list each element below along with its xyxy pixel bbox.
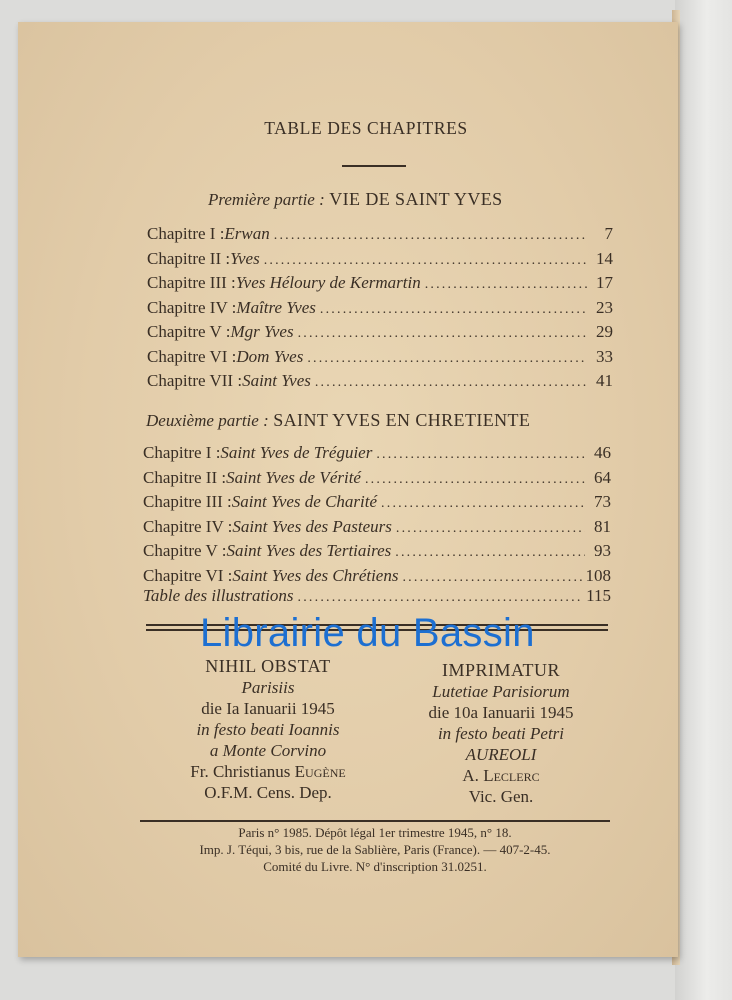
chapter-page-number: 17	[596, 273, 613, 292]
toc-entry	[147, 224, 613, 244]
nihil-obstat-heading: NIHIL OBSTAT	[205, 656, 331, 676]
chapter-label: Chapitre III :	[143, 492, 232, 511]
chapter-page-number: 29	[596, 322, 613, 341]
chapter-page-number: 81	[594, 516, 611, 536]
toc-entry	[143, 468, 611, 488]
nihil-obstat-block	[158, 656, 378, 803]
leader-dots	[274, 228, 587, 244]
chapter-page-number: 33	[596, 346, 613, 366]
footer-line2: Imp. J. Téqui, 3 bis, rue de la Sablière, Paris (France). — 407-2-45.	[199, 842, 551, 857]
chapter-page-number: 46	[594, 443, 611, 462]
leader-dots	[307, 351, 587, 367]
toc-entry	[143, 492, 611, 512]
book-page	[18, 22, 678, 957]
part2-heading	[146, 410, 530, 431]
chapter-label: Chapitre IV :	[147, 297, 237, 317]
leader-dots	[425, 277, 587, 293]
leader-dots	[381, 496, 585, 512]
chapter-label: Chapitre III :	[147, 273, 236, 292]
leader-dots	[315, 375, 587, 391]
chapter-page-number: 108	[585, 565, 611, 585]
chapter-page-number: 64	[594, 467, 611, 487]
chapter-page-number: 23	[596, 297, 613, 317]
toc-entry	[143, 566, 611, 586]
toc-entry	[147, 347, 613, 367]
page-title: TABLE DES CHAPITRES	[264, 118, 468, 138]
chapter-page-number: 7	[604, 224, 613, 243]
part1-name: VIE DE SAINT YVES	[329, 189, 503, 209]
chapter-title: Saint Yves	[242, 371, 311, 390]
nihil-obstat-line5	[158, 761, 378, 782]
footer-line1: Paris n° 1985. Dépôt légal 1er trimestre 1945, n° 18.	[238, 825, 512, 840]
chapter-page-number: 73	[594, 492, 611, 511]
chapter-title: Mgr Yves	[230, 322, 294, 341]
chapter-label: Chapitre VII :	[147, 371, 243, 390]
chapter-title: Yves Héloury de Kermartin	[235, 273, 421, 292]
chapter-title: Saint Yves de Tréguier	[220, 443, 373, 462]
chapter-title: Erwan	[224, 224, 270, 243]
leader-dots	[264, 253, 587, 269]
censor-name: Eugène	[294, 762, 346, 781]
leader-dots	[298, 326, 587, 342]
chapter-label: Chapitre VI :	[147, 346, 237, 366]
nihil-obstat-line6: O.F.M. Cens. Dep.	[204, 783, 332, 802]
chapter-title: Saint Yves des Pasteurs	[232, 516, 392, 536]
chapter-label: Chapitre II :	[147, 248, 231, 268]
toc-entry	[147, 298, 613, 318]
toc-entry	[143, 517, 611, 537]
chapter-page-number: 14	[596, 248, 613, 268]
vicar-prefix: A.	[462, 766, 484, 785]
toc-entry	[143, 443, 611, 463]
chapter-label: Chapitre I :	[143, 443, 221, 462]
watermark: Librairie du Bassin	[200, 611, 535, 655]
leader-dots	[298, 590, 583, 606]
title-rule	[342, 165, 406, 167]
leader-dots	[396, 521, 585, 537]
imprimatur-heading: IMPRIMATUR	[441, 660, 561, 680]
toc-entry	[147, 322, 613, 342]
imprimatur-line2: die 10a Ianuarii 1945	[428, 703, 574, 722]
part2-label: Deuxième partie :	[146, 411, 269, 430]
imprimatur-block	[400, 660, 602, 807]
part1-label: Première partie :	[208, 190, 325, 209]
nihil-obstat-line1: Parisiis	[241, 678, 295, 697]
leader-dots	[365, 472, 585, 488]
nihil-obstat-line3: in festo beati Ioannis	[196, 720, 340, 739]
chapter-title: Saint Yves de Charité	[231, 492, 378, 511]
toc-entry	[147, 273, 613, 293]
imprimatur-line3: in festo beati Petri	[437, 724, 565, 743]
chapter-title: Saint Yves de Vérité	[226, 467, 361, 487]
illustrations-entry	[143, 586, 611, 606]
chapter-label: Chapitre VI :	[143, 565, 233, 585]
chapter-title: Maître Yves	[236, 297, 316, 317]
chapter-label: Chapitre I :	[147, 224, 225, 243]
vicar-name: Leclerc	[483, 766, 540, 785]
chapter-title: Yves	[230, 248, 260, 268]
chapter-label: Chapitre II :	[143, 467, 227, 487]
nihil-obstat-line2: die Ia Ianuarii 1945	[201, 699, 335, 718]
leader-dots	[402, 570, 581, 586]
nihil-obstat-line4: a Monte Corvino	[209, 741, 327, 760]
part1-heading	[208, 189, 503, 210]
footer-line3: Comité du Livre. N° d'inscription 31.0251.	[263, 859, 487, 874]
leader-dots	[320, 302, 587, 318]
chapter-title: Saint Yves des Tertiaires	[226, 541, 392, 560]
chapter-label: Chapitre V :	[143, 541, 227, 560]
chapter-title: Dom Yves	[236, 346, 304, 366]
chapter-page-number: 41	[596, 371, 613, 390]
leader-dots	[395, 545, 585, 561]
illustrations-title: Table des illustrations	[143, 586, 294, 605]
part2-name: SAINT YVES EN CHRETIENTE	[273, 410, 531, 430]
toc-entry	[147, 371, 613, 391]
chapter-title: Saint Yves des Chrétiens	[232, 565, 399, 585]
imprimatur-line1: Lutetiae Parisiorum	[432, 682, 570, 701]
footer-rule	[140, 820, 610, 822]
imprimatur-line4: AUREOLI	[465, 745, 537, 764]
imprimatur-line5	[400, 765, 602, 786]
censor-prefix: Fr. Christianus	[190, 762, 295, 781]
chapter-label: Chapitre V :	[147, 322, 231, 341]
leader-dots	[376, 447, 585, 463]
imprimatur-line6: Vic. Gen.	[468, 787, 534, 806]
toc-entry	[143, 541, 611, 561]
illustrations-page: 115	[586, 586, 611, 605]
chapter-label: Chapitre IV :	[143, 516, 233, 536]
background	[675, 0, 732, 1000]
chapter-page-number: 93	[594, 541, 611, 560]
toc-entry	[147, 249, 613, 269]
